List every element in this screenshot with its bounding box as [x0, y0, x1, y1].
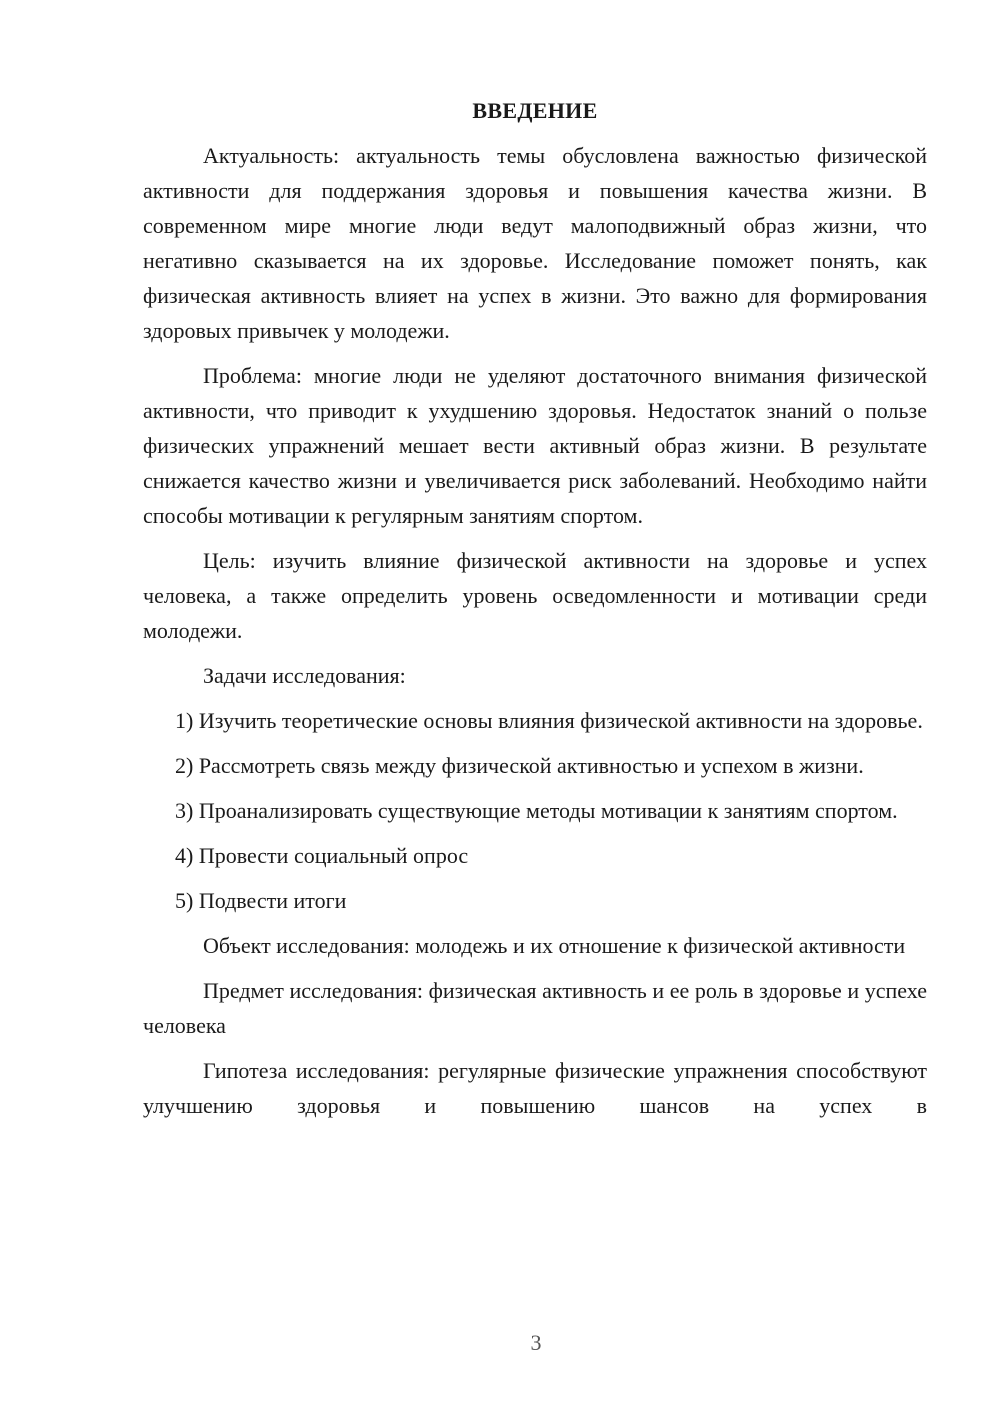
page-number: 3 — [530, 1330, 542, 1355]
task-item-5: 5) Подвести итоги — [175, 888, 347, 913]
paragraph-tasks-heading: Задачи исследования: — [203, 663, 406, 688]
task-item-1: 1) Изучить теоретические основы влияния физической активности на здоровье. — [175, 708, 923, 733]
task-item-4: 4) Провести социальный опрос — [175, 843, 469, 868]
page-title: ВВЕДЕНИЕ — [472, 98, 598, 123]
paragraph-object: Объект исследования: молодежь и их отношение к физической активности — [203, 933, 906, 958]
task-item-2: 2) Рассмотреть связь между физической активностью и успехом в жизни. — [175, 753, 864, 778]
paragraph-relevance: Актуальность: актуальность темы обусловлена важностью физической активности для поддержания здоровья и повышения качества жизни. В современном мире многие люди ведут малоподвижный образ жизни, что негативно сказывается на их здоровье. Исследование поможет понять, как физическая активность влияет на успех в жизни. Это важно для формирования здоровых привычек у молодежи. — [143, 143, 927, 343]
paragraph-problem: Проблема: многие люди не уделяют достаточного внимания физической активности, что приводит к ухудшению здоровья. Недостаток знаний о пользе физических упражнений мешает вести активный образ жизни. В результате снижается качество жизни и увеличивается риск заболеваний. Необходимо найти способы мотивации к регулярным занятиям спортом. — [143, 363, 927, 528]
paragraph-goal: Цель: изучить влияние физической активности на здоровье и успех человека, а также определить уровень осведомленности и мотивации среди молодежи. — [143, 548, 927, 643]
task-item-3: 3) Проанализировать существующие методы мотивации к занятиям спортом. — [175, 798, 898, 823]
paragraph-hypothesis: Гипотеза исследования: регулярные физические упражнения способствуют улучшению здоровья и повышению шансов на успех в — [143, 1058, 927, 1118]
page-content — [143, 93, 927, 1133]
paragraph-subject: Предмет исследования: физическая активность и ее роль в здоровье и успехе человека — [143, 978, 927, 1038]
